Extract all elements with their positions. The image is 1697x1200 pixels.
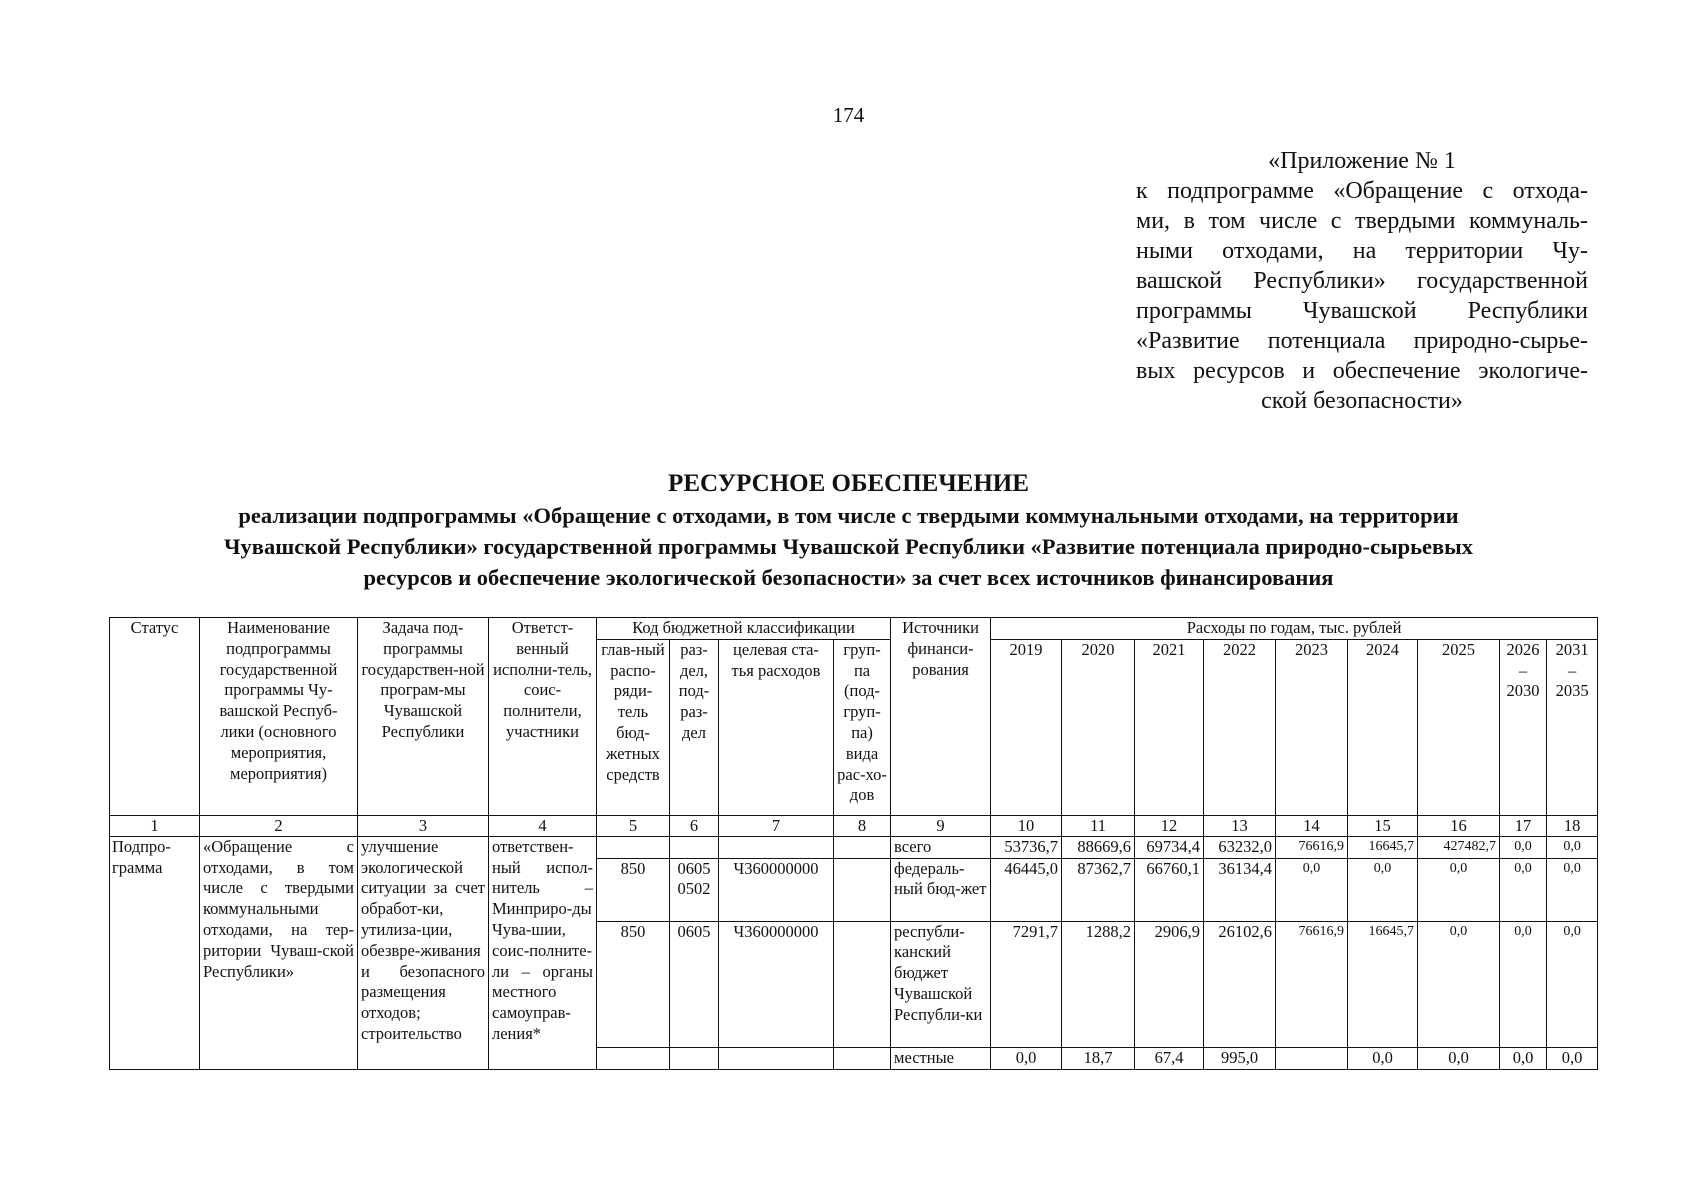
value-cell: 0,0 [1500,1047,1547,1069]
column-number-row [110,815,1598,836]
header-task: Задача под-программы государствен-ной програм-мы Чувашской Республики [358,618,489,816]
column-number: 3 [358,815,489,836]
header-expense-group: груп-па (под-груп-па) вида рас-хо-дов [834,639,891,815]
section-cell: 0605 0502 [670,858,719,921]
value-cell: 76616,9 [1276,921,1348,1047]
appendix-line: к подпрограмме «Обращение с отхода- [1136,178,1588,204]
column-number: 8 [834,815,891,836]
value-cell: 46445,0 [991,858,1062,921]
target-cell [719,1047,834,1069]
value-cell: 995,0 [1204,1047,1276,1069]
column-number: 15 [1348,815,1418,836]
value-cell: 0,0 [1348,1047,1418,1069]
table-row [110,836,1598,858]
value-cell: 0,0 [1276,858,1348,921]
value-cell: 2906,9 [1135,921,1204,1047]
title-sub: реализации подпрограммы «Обращение с отходами, в том числе с твердыми коммунальными отходами, на территории [238,503,1459,528]
title-main: РЕСУРСНОЕ ОБЕСПЕЧЕНИЕ [668,470,1029,497]
column-number: 17 [1500,815,1547,836]
header-status: Статус [110,618,200,816]
source-cell: республи-канский бюджет Чувашской Республи-ки [891,921,991,1047]
column-number: 11 [1062,815,1135,836]
header-year: 2019 [991,639,1062,815]
name-cell: «Обращение с отходами, в том числе с твердыми коммунальными отходами, на тер-ритории Чуваш-ской Республики» [200,836,358,1069]
target-cell: Ч360000000 [719,858,834,921]
value-cell: 0,0 [1500,921,1547,1047]
value-cell: 7291,7 [991,921,1062,1047]
section-cell [670,836,719,858]
value-cell: 63232,0 [1204,836,1276,858]
group-cell [834,921,891,1047]
header-year: 2020 [1062,639,1135,815]
value-cell: 16645,7 [1348,836,1418,858]
appendix-line: ской безопасности» [1261,388,1463,414]
column-number: 5 [597,815,670,836]
source-cell: местные [891,1047,991,1069]
manager-cell [597,1047,670,1069]
resource-table [109,617,1598,1070]
header-year: 2031 – 2035 [1547,639,1598,815]
column-number: 14 [1276,815,1348,836]
header-responsible: Ответст-венный исполни-тель, соис-полнители, участники [489,618,597,816]
value-cell: 16645,7 [1348,921,1418,1047]
value-cell: 88669,6 [1062,836,1135,858]
column-number: 6 [670,815,719,836]
task-cell: улучшение экологической ситуации за счет обработ-ки, утилиза-ции, обезвре-живания и безопасного размещения отходов; строительство [358,836,489,1069]
header-year: 2023 [1276,639,1348,815]
column-number: 1 [110,815,200,836]
page-number: 174 [832,103,865,127]
source-cell: всего [891,836,991,858]
value-cell: 67,4 [1135,1047,1204,1069]
status-cell: Подпро-грамма [110,836,200,1069]
value-cell: 0,0 [1500,836,1547,858]
value-cell: 0,0 [1418,858,1500,921]
value-cell: 0,0 [1547,1047,1598,1069]
title-sub: ресурсов и обеспечение экологической безопасности» за счет всех источников финансирования [363,565,1334,590]
column-number: 4 [489,815,597,836]
appendix-line: ми, в том числе с твердыми коммуналь- [1136,208,1588,234]
header-main-manager: глав-ный распо-ряди-тель бюд-жетных средств [597,639,670,815]
value-cell: 0,0 [1348,858,1418,921]
value-cell: 87362,7 [1062,858,1135,921]
value-cell: 1288,2 [1062,921,1135,1047]
header-year: 2021 [1135,639,1204,815]
responsible-cell: ответствен-ный испол-нитель – Минприро-ды Чува-шии, соис-полните-ли – органы местного самоуправ-ления* [489,836,597,1069]
title-sub: Чувашской Республики» государственной программы Чувашской Республики «Развитие потенциала природно-сырьевых [224,534,1473,559]
appendix-line: вых ресурсов и обеспечение экологиче- [1136,358,1588,384]
document-title [60,468,1637,593]
value-cell [1276,1047,1348,1069]
header-year: 2025 [1418,639,1500,815]
header-sources: Источники финанси-рования [891,618,991,816]
group-cell [834,1047,891,1069]
appendix-line: программы Чувашской Республики [1136,298,1588,324]
value-cell: 26102,6 [1204,921,1276,1047]
group-cell [834,858,891,921]
value-cell: 0,0 [991,1047,1062,1069]
value-cell: 0,0 [1418,921,1500,1047]
appendix-note [1136,146,1588,416]
value-cell: 36134,4 [1204,858,1276,921]
header-year: 2022 [1204,639,1276,815]
source-cell: федераль-ный бюд-жет [891,858,991,921]
header-section: раз-дел, под-раз-дел [670,639,719,815]
appendix-line: ными отходами, на территории Чу- [1136,238,1588,264]
header-name: Наименование подпрограммы государственной программы Чу-вашской Респуб-лики (основного мероприятия, мероприятия) [200,618,358,816]
column-number: 7 [719,815,834,836]
section-cell: 0605 [670,921,719,1047]
target-cell: Ч360000000 [719,921,834,1047]
group-cell [834,836,891,858]
appendix-line: «Развитие потенциала природно-сырье- [1136,328,1588,354]
value-cell: 66760,1 [1135,858,1204,921]
column-number: 16 [1418,815,1500,836]
value-cell: 0,0 [1418,1047,1500,1069]
value-cell: 76616,9 [1276,836,1348,858]
header-year: 2026 – 2030 [1500,639,1547,815]
table-header-row [110,618,1598,640]
column-number: 10 [991,815,1062,836]
appendix-line: «Приложение № 1 [1268,148,1456,174]
value-cell: 0,0 [1547,836,1598,858]
header-expenses: Расходы по годам, тыс. рублей [991,618,1598,640]
target-cell [719,836,834,858]
column-number: 18 [1547,815,1598,836]
column-number: 9 [891,815,991,836]
header-budget-code: Код бюджетной классификации [597,618,891,640]
column-number: 13 [1204,815,1276,836]
header-target-article: целевая ста-тья расходов [719,639,834,815]
value-cell: 427482,7 [1418,836,1500,858]
column-number: 12 [1135,815,1204,836]
section-cell [670,1047,719,1069]
value-cell: 0,0 [1547,921,1598,1047]
value-cell: 0,0 [1547,858,1598,921]
value-cell: 53736,7 [991,836,1062,858]
column-number: 2 [200,815,358,836]
value-cell: 18,7 [1062,1047,1135,1069]
manager-cell: 850 [597,858,670,921]
value-cell: 69734,4 [1135,836,1204,858]
manager-cell [597,836,670,858]
value-cell: 0,0 [1500,858,1547,921]
header-year: 2024 [1348,639,1418,815]
manager-cell: 850 [597,921,670,1047]
appendix-line: вашской Республики» государственной [1136,268,1588,294]
